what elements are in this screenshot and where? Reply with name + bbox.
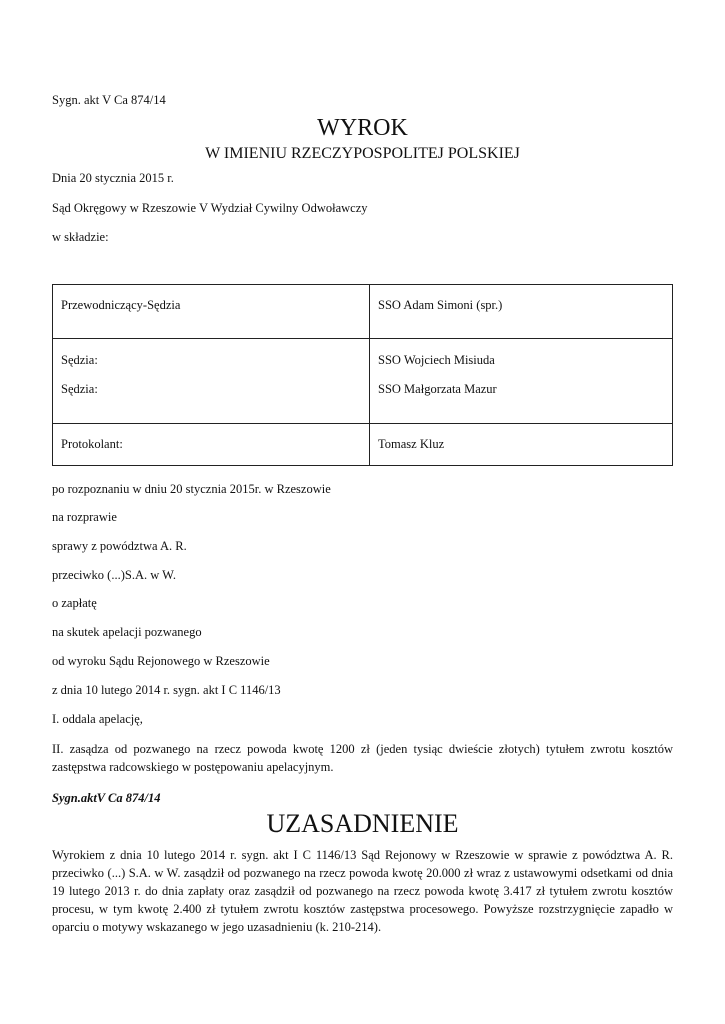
judgment-date: Dnia 20 stycznia 2015 r. [52, 171, 174, 185]
case-signature: Sygn. akt V Ca 874/14 [52, 93, 166, 107]
judge-name: SSO Wojciech Misiuda [378, 353, 495, 367]
judge-name: SSO Adam Simoni (spr.) [378, 298, 503, 312]
table-row [53, 339, 673, 424]
judge-name: SSO Małgorzata Mazur [378, 382, 497, 396]
justification-paragraph: Wyrokiem z dnia 10 lutego 2014 r. sygn. akt I C 1146/13 Sąd Rejonowy w Rzeszowie w sprawie z powództwa A. R. przeciwko (...) S.A. w W. zasądził od pozwanego na rzecz powoda kwotę 20.000 zł wraz z ustawowymi odsetkami od dnia 19 lutego 2013 r. do dnia zapłaty oraz zasądził od pozwanego na rzecz powoda kwotę 3.417 zł tytułem zwrotu kosztów procesu, w tym kwotę 2.400 zł tytułem zwrotu kosztów zastępstwa procesowego. Powyższe rozstrzygnięcie zapadło w oparciu o motywy wskazanego w jego uzasadnieniu (k. 210-214). [52, 848, 673, 934]
proceedings-line: od wyroku Sądu Rejonowego w Rzeszowie [52, 654, 270, 668]
role-label: Sędzia: [61, 353, 98, 367]
justification-title: UZASADNIENIE [266, 809, 459, 838]
table-row [53, 285, 673, 339]
justification-signature: Sygn.aktV Ca 874/14 [52, 791, 161, 805]
court-composition-table [52, 284, 673, 466]
ruling-point-2: II. zasądza od pozwanego na rzecz powoda kwotę 1200 zł (jeden tysiąc dwieście złotych) tytułem zwrotu kosztów zastępstwa radcowskiego w postępowaniu apelacyjnym. [52, 742, 673, 774]
clerk-name: Tomasz Kluz [378, 437, 445, 451]
role-label: Sędzia: [61, 382, 98, 396]
judgment-title: WYROK [317, 115, 408, 141]
judgment-subtitle: W IMIENIU RZECZYPOSPOLITEJ POLSKIEJ [205, 145, 520, 162]
proceedings-line: z dnia 10 lutego 2014 r. sygn. akt I C 1146/13 [52, 683, 281, 697]
name-cell [370, 285, 673, 339]
table-row [53, 424, 673, 466]
proceedings-line: na rozprawie [52, 510, 117, 524]
name-cell [370, 424, 673, 466]
role-label: Protokolant: [61, 437, 123, 451]
proceedings-line: po rozpoznaniu w dniu 20 stycznia 2015r. w Rzeszowie [52, 482, 331, 496]
role-cell [53, 424, 370, 466]
role-cell [53, 339, 370, 424]
name-cell [370, 339, 673, 424]
ruling-point-1: I. oddala apelację, [52, 712, 143, 726]
proceedings-line: sprawy z powództwa A. R. [52, 539, 187, 553]
role-label: Przewodniczący-Sędzia [61, 298, 181, 312]
proceedings-line: przeciwko (...)S.A. w W. [52, 568, 176, 582]
composition-label: w składzie: [52, 230, 109, 244]
court-name: Sąd Okręgowy w Rzeszowie V Wydział Cywilny Odwoławczy [52, 201, 368, 215]
proceedings-line: na skutek apelacji pozwanego [52, 625, 202, 639]
role-cell [53, 285, 370, 339]
proceedings-line: o zapłatę [52, 596, 97, 610]
